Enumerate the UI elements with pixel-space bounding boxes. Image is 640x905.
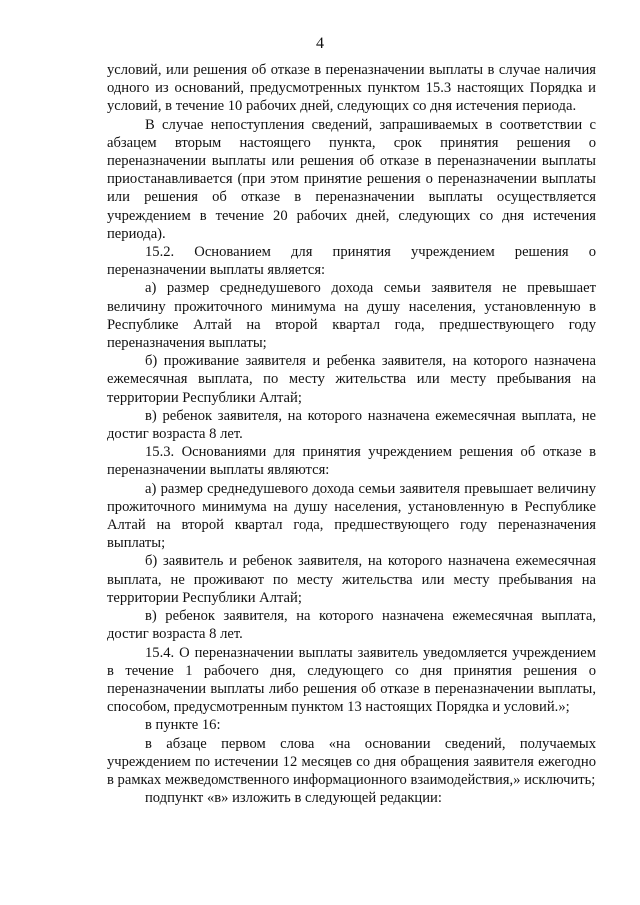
paragraph-15-2-v: в) ребенок заявителя, на которого назначена ежемесячная выплата, не достиг возраста 8 лет. (107, 407, 596, 443)
paragraph-15-2: 15.2. Основанием для принятия учреждением решения о переназначении выплаты является: (107, 244, 596, 279)
paragraph-no-data-case: В случае непоступления сведений, запрашиваемых в соответствии с абзацем вторым настоящего пункта, срок принятия решения о переназначении выплаты или решения об отказе в переназначении выплаты приостанавливается (при этом принятие решения о переназначении выплаты или решения об отказе в переназначении выплаты осуществляется учреждением в течение 20 рабочих дней, следующих со дня истечения периода). (107, 116, 596, 242)
paragraph-15-2-b: б) проживание заявителя и ребенка заявителя, на которого назначена ежемесячная выплата, по месту жительства или месту пребывания на территории Республики Алтай; (107, 353, 596, 406)
paragraph-15-2-a: а) размер среднедушевого дохода семьи заявителя не превышает величину прожиточного минимума на душу населения, установленную в Республике Алтай на второй квартал года, предшествующего году переназначения выплаты; (107, 280, 596, 352)
paragraph-15-3: 15.3. Основаниями для принятия учреждением решения об отказе в переназначении выплаты являются: (107, 444, 596, 479)
paragraph-subitem-v: подпункт «в» изложить в следующей редакции: (145, 790, 442, 807)
paragraph-item-16-first-abzac: в абзаце первом слова «на основании сведений, получаемых учреждением по истечении 12 месяцев со дня обращения заявителя ежегодно в рамках межведомственного информационного взаимодействия,» исключить; (107, 735, 596, 788)
page-number: 4 (316, 35, 324, 52)
paragraph-15-3-v: в) ребенок заявителя, на которого назначена ежемесячная выплата, достиг возраста 8 лет. (107, 608, 596, 643)
paragraph-15-3-b: б) заявитель и ребенок заявителя, на которого назначена ежемесячная выплата, не проживают по месту жительства или месту пребывания на территории Республики Алтай; (107, 553, 596, 606)
document-body (107, 61, 596, 807)
paragraph-item-16: в пункте 16: (145, 717, 221, 734)
paragraph-15-4: 15.4. О переназначении выплаты заявитель уведомляется учреждением в течение 1 рабочего дня, следующего со дня принятия решения о переназначении выплаты либо решения об отказе в переназначении выплаты, способом, предусмотренным пунктом 13 настоящих Порядка и условий.»; (107, 644, 596, 716)
paragraph-15-3-a: а) размер среднедушевого дохода семьи заявителя превышает величину прожиточного минимума на душу населения, установленную в Республике Алтай на второй квартал года, предшествующего году переназначения выплаты; (107, 480, 596, 552)
paragraph-continuation: условий, или решения об отказе в переназначении выплаты в случае наличия одного из оснований, предусмотренных пунктом 15.3 настоящих Порядка и условий, в течение 10 рабочих дней, следующих со дня истечения периода. (107, 62, 596, 115)
